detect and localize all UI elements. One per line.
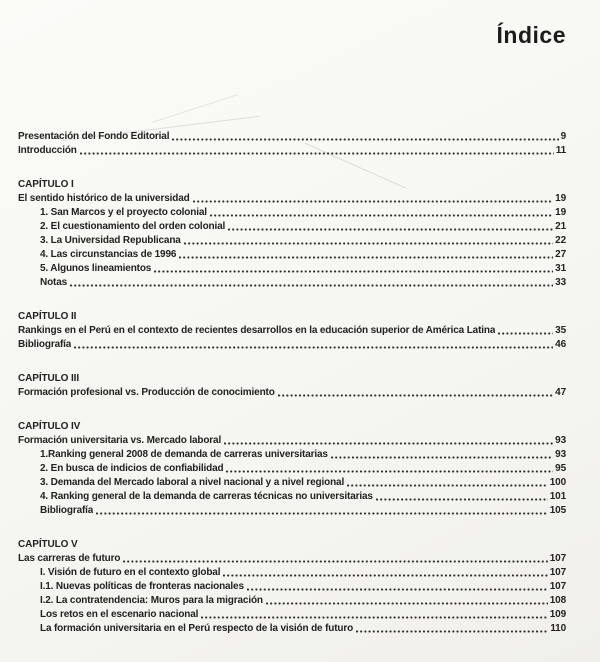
toc-entry-page: 22: [555, 235, 566, 246]
toc-entry: [18, 248, 566, 262]
toc-entry-label: Bibliografía: [18, 339, 72, 350]
toc-entry: [18, 220, 566, 234]
toc-leader-dots: [356, 630, 548, 633]
toc-entry: [18, 262, 566, 276]
toc-entry: [18, 552, 566, 566]
toc-section: [18, 538, 566, 636]
toc-leader-dots: [80, 152, 554, 155]
toc-entry: [18, 130, 566, 144]
toc-entry: [18, 504, 566, 518]
chapter-heading: CAPÍTULO III: [18, 373, 80, 384]
toc-entry-label: Introducción: [18, 145, 77, 156]
section-items: [18, 192, 566, 290]
toc-entry: [18, 386, 566, 400]
toc-section: [18, 420, 566, 518]
toc-entry-page: 93: [555, 435, 566, 446]
toc-leader-dots: [278, 394, 553, 397]
toc-leader-dots: [347, 484, 548, 487]
toc-leader-dots: [74, 346, 553, 349]
toc-entry-label: 2. En busca de indicios de confiabilidad: [40, 463, 224, 474]
toc-entry-page: 100: [549, 477, 566, 488]
toc-entry: [18, 608, 566, 622]
toc-entry-label: I.1. Nuevas políticas de fronteras nacionales: [40, 581, 244, 592]
toc-section: [18, 310, 566, 352]
toc-entry-label: 3. La Universidad Republicana: [40, 235, 181, 246]
toc-leader-dots: [96, 512, 548, 515]
toc-entry-label: Formación universitaria vs. Mercado laboral: [18, 435, 222, 446]
toc-leader-dots: [228, 228, 553, 231]
toc-entry-page: 108: [549, 595, 566, 606]
toc-entry-page: 101: [549, 491, 566, 502]
toc-entry-page: 107: [549, 581, 566, 592]
toc-entry-label: I.2. La contratendencia: Muros para la migración: [40, 595, 263, 606]
section-items: [18, 434, 566, 518]
toc-entry-page: 105: [549, 505, 566, 516]
toc-leader-dots: [224, 442, 553, 445]
toc-entry-label: 2. El cuestionamiento del orden colonial: [40, 221, 226, 232]
toc-leader-dots: [201, 616, 547, 619]
toc-entry-label: Notas: [40, 277, 68, 288]
toc-entry-page: 33: [555, 277, 566, 288]
toc-entry-page: 46: [555, 339, 566, 350]
toc-entry-page: 107: [549, 567, 566, 578]
toc-entry: [18, 324, 566, 338]
toc-entry-label: La formación universitaria en el Perú respecto de la visión de futuro: [40, 623, 354, 634]
toc-leader-dots: [154, 270, 553, 273]
toc-entry-label: 4. Las circunstancias de 1996: [40, 249, 177, 260]
toc-entry: [18, 434, 566, 448]
toc-entry-page: 27: [555, 249, 566, 260]
toc-entry-label: Presentación del Fondo Editorial: [18, 131, 170, 142]
toc-entry-page: 93: [555, 449, 566, 460]
toc-entry-page: 109: [549, 609, 566, 620]
toc-entry-label: 4. Ranking general de la demanda de carreras técnicas no universitarias: [40, 491, 373, 502]
chapter-heading: CAPÍTULO IV: [18, 421, 81, 432]
toc-leader-dots: [331, 456, 553, 459]
toc-entry-label: Las carreras de futuro: [18, 553, 121, 564]
toc-entry: [18, 234, 566, 248]
toc-entry: [18, 622, 566, 636]
toc-entry: [18, 192, 566, 206]
toc-entry-page: 31: [555, 263, 566, 274]
toc-section: [18, 130, 566, 158]
chapter-heading: CAPÍTULO II: [18, 311, 77, 322]
toc-entry-label: 5. Algunos lineamientos: [40, 263, 152, 274]
toc-entry-page: 19: [555, 207, 566, 218]
toc-entry: [18, 594, 566, 608]
toc-section: [18, 178, 566, 290]
section-items: [18, 324, 566, 352]
toc-leader-dots: [193, 200, 554, 203]
toc-leader-dots: [226, 470, 553, 473]
toc-entry: [18, 462, 566, 476]
toc-entry-page: 47: [555, 387, 566, 398]
toc-leader-dots: [70, 284, 553, 287]
toc-leader-dots: [376, 498, 548, 501]
toc-leader-dots: [179, 256, 553, 259]
toc-entry-page: 110: [550, 623, 566, 634]
toc-entry-page: 95: [555, 463, 566, 474]
toc-entry-label: 1. San Marcos y el proyecto colonial: [40, 207, 207, 218]
toc-entry: [18, 206, 566, 220]
toc-entry: [18, 566, 566, 580]
scan-artifact: [152, 94, 238, 123]
toc-entry-page: 9: [560, 131, 566, 142]
toc-leader-dots: [498, 332, 553, 335]
page-title: Índice: [496, 22, 566, 48]
toc-entry-page: 35: [555, 325, 566, 336]
toc-entry-label: 1.Ranking general 2008 de demanda de carreras universitarias: [40, 449, 328, 460]
toc-entry: [18, 476, 566, 490]
toc-leader-dots: [210, 214, 553, 217]
toc-leader-dots: [172, 138, 558, 141]
toc-entry-label: Bibliografía: [40, 505, 94, 516]
toc-entry-label: 3. Demanda del Mercado laboral a nivel nacional y a nivel regional: [40, 477, 345, 488]
toc-entry-label: Formación profesional vs. Producción de conocimiento: [18, 387, 275, 398]
toc-leader-dots: [184, 242, 553, 245]
toc-entry: [18, 144, 566, 158]
toc-entry-page: 19: [555, 193, 566, 204]
toc-leader-dots: [247, 588, 548, 591]
section-items: [18, 130, 566, 158]
toc-entry-label: El sentido histórico de la universidad: [18, 193, 190, 204]
toc-list: [18, 130, 566, 636]
toc-entry-page: 11: [555, 145, 566, 156]
toc-leader-dots: [266, 602, 548, 605]
section-items: [18, 552, 566, 636]
toc-entry-label: Rankings en el Perú en el contexto de recientes desarrollos en la educación superior de América Latina: [18, 325, 496, 336]
toc-entry: [18, 276, 566, 290]
chapter-heading: CAPÍTULO I: [18, 179, 74, 190]
toc-leader-dots: [223, 574, 547, 577]
section-items: [18, 386, 566, 400]
toc-entry: [18, 490, 566, 504]
toc-entry-page: 107: [549, 553, 566, 564]
chapter-heading: CAPÍTULO V: [18, 539, 78, 550]
toc-section: [18, 372, 566, 400]
toc-leader-dots: [123, 560, 547, 563]
toc-entry: [18, 338, 566, 352]
toc-entry-label: Los retos en el escenario nacional: [40, 609, 199, 620]
toc-entry-label: I. Visión de futuro en el contexto global: [40, 567, 221, 578]
toc-entry-page: 21: [555, 221, 566, 232]
toc-entry: [18, 448, 566, 462]
toc-entry: [18, 580, 566, 594]
